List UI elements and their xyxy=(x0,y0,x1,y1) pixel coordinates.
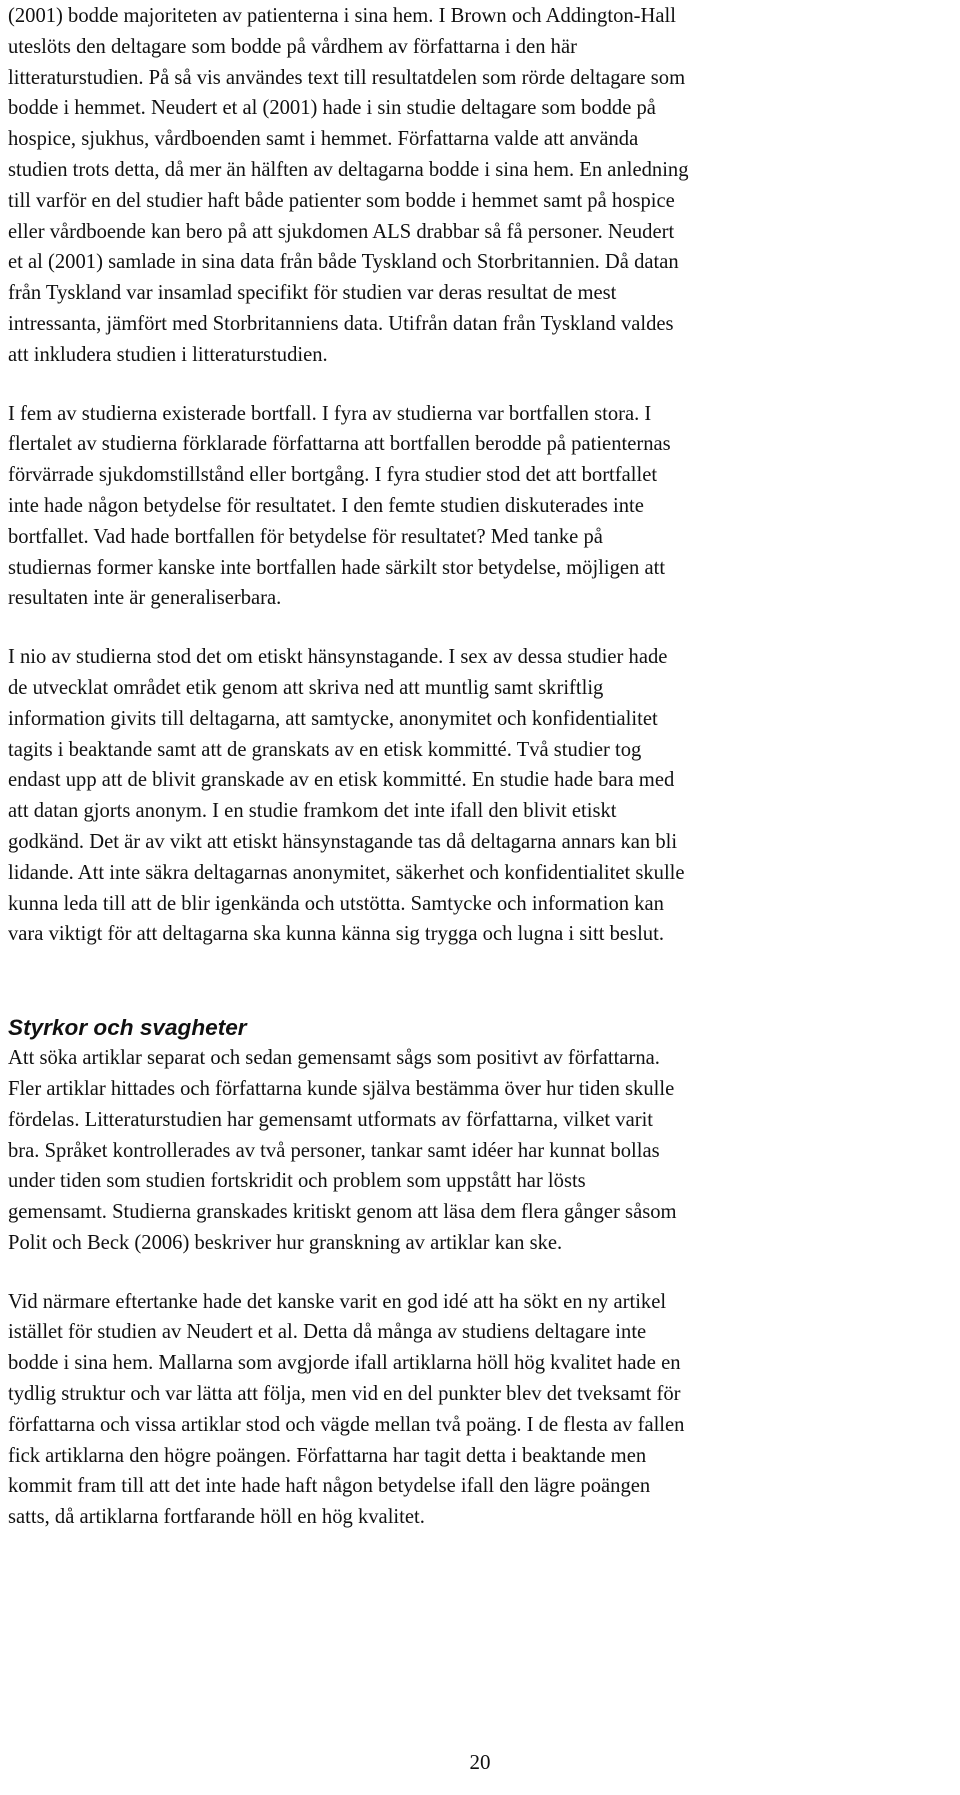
paragraph-dropouts: I fem av studierna existerade bortfall. I fyra av studierna var bortfallen stora. I flertalet av studierna förklarade författarna att bortfallen berodde på patienternas förvärrade sjukdomstillstånd eller bortgång. I fyra studier stod det att bortfallet inte hade någon betydelse för resultatet. I den femte studien diskuterades inte bortfallet. Vad hade bortfallen för betydelse för resultatet? Med tanke på studiernas former kanske inte bortfallen hade särkilt stor betydelse, möjligen att resultaten inte är generaliserbara. xyxy=(8,402,671,610)
paragraph-strengths: Att söka artiklar separat och sedan gemensamt sågs som positivt av författarna. Fler artiklar hittades och författarna kunde själva bestämma över hur tiden skulle fördelas. Litteraturstudien har gemensamt utformats av författarna, vilket varit bra. Språket kontrollerades av två personer, tankar samt idéer har kunnat bollas under tiden som studien fortskridit och problem som uppstått har lösts gemensamt. Studierna granskades kritiskt genom att läsa dem flera gånger såsom Polit och Beck (2006) beskriver hur granskning av artiklar kan ske. xyxy=(8,1047,677,1254)
paragraph-study-participants: (2001) bodde majoriteten av patienterna i sina hem. I Brown och Addington-Hall uteslöts den deltagare som bodde på vårdhem av författarna i den här litteraturstudien. På så vis användes text till resultatdelen som rörde deltagare som bodde i hemmet. Neudert et al (2001) hade i sin studie deltagare som bodde på hospice, sjukhus, vårdboenden samt i hemmet. Författarna valde att använda studien trots detta, då mer än hälften av deltagarna bodde i sina hem. En anledning till varför en del studier haft både patienter som bodde i hemmet samt på hospice eller vårdboende kan bero på att sjukdomen ALS drabbar så få personer. Neudert et al (2001) samlade in sina data från både Tyskland och Storbritannien. Då datan från Tyskland var insamlad specifikt för studien var deras resultat de mest intressanta, jämfört med Storbritanniens data. Utifrån datan från Tyskland valdes att inkludera studien i litteraturstudien. xyxy=(8,5,689,366)
paragraph-weaknesses: Vid närmare eftertanke hade det kanske varit en god idé att ha sökt en ny artikel istället för studien av Neudert et al. Detta då många av studiens deltagare inte bodde i sina hem. Mallarna som avgjorde ifall artiklarna höll hög kvalitet hade en tydlig struktur och var lätta att följa, men vid en del punkter blev det tveksamt för författarna och vissa artiklar stod och vägde mellan två poäng. I de flesta av fallen fick artiklarna den högre poängen. Författarna har tagit detta i beaktande men kommit fram till att det inte hade haft någon betydelse ifall den lägre poängen satts, då artiklarna fortfarande höll en hög kvalitet. xyxy=(8,1290,685,1529)
paragraph-ethics: I nio av studierna stod det om etiskt hänsynstagande. I sex av dessa studier hade de utvecklat området etik genom att skriva ned att muntlig samt skriftlig information givits till deltagarna, att samtycke, anonymitet och konfidentialitet tagits i beaktande samt att de granskats av en etisk kommitté. Två studier tog endast upp att de blivit granskade av en etisk kommitté. En studie hade bara med att datan gjorts anonym. I en studie framkom det inte ifall den blivit etiskt godkänd. Det är av vikt att etiskt hänsynstagande tas då deltagarna annars kan bli lidande. Att inte säkra deltagarnas anonymitet, säkerhet och konfidentialitet skulle kunna leda till att de blir igenkända och utstötta. Samtycke och information kan vara viktigt för att deltagarna ska kunna känna sig trygga och lugna i sitt beslut. xyxy=(8,646,685,946)
document-page xyxy=(8,0,943,1533)
section-heading: Styrkor och svagheter xyxy=(8,1015,247,1041)
page-number: 20 xyxy=(469,1750,491,1774)
